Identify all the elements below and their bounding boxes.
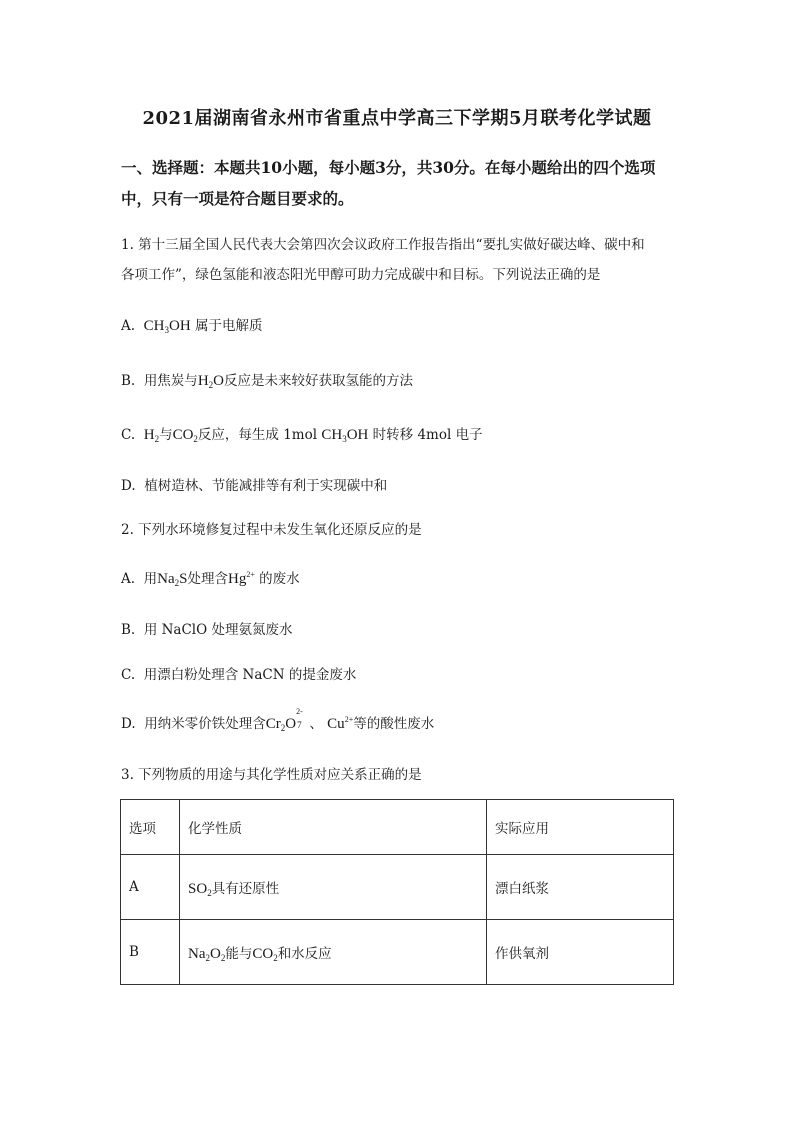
row-application: 漂白纸浆 bbox=[487, 855, 674, 920]
q1-option-a bbox=[121, 314, 262, 335]
q1-option-d: D. 植树造林、节能减排等有利于实现碳中和 bbox=[121, 478, 388, 494]
option-label: C. bbox=[121, 667, 136, 683]
header-property: 化学性质 bbox=[180, 800, 487, 855]
q2-option-b: B. 用 NaClO 处理氨氮废水 bbox=[121, 622, 293, 638]
row-application: 作供氧剂 bbox=[487, 920, 674, 985]
exam-title: 2021届湖南省永州市省重点中学高三下学期5月联考化学试题 bbox=[142, 108, 652, 129]
row-property: $Na_2O_2$能与$CO_2$和水反应 bbox=[180, 920, 487, 985]
option-label: B. bbox=[121, 622, 136, 638]
q2-option-c: C. 用漂白粉处理含 NaCN 的提金废水 bbox=[121, 667, 357, 683]
table-row bbox=[121, 920, 674, 985]
table-header-row bbox=[121, 800, 674, 855]
formula: $H_2O$ bbox=[197, 373, 224, 390]
q2-option-a: A. 用$Na_2S$处理含$Hg^{2+}$ 的废水 bbox=[121, 570, 300, 588]
option-label: A. bbox=[121, 571, 136, 587]
q1-stem-line1: 1. 第十三届全国人民代表大会第四次会议政府工作报告指出“要扎实做好碳达峰、碳中和 bbox=[121, 237, 645, 253]
option-label: A. bbox=[121, 318, 136, 334]
formula: $CH_3OH$ bbox=[143, 318, 191, 335]
option-label: C. bbox=[121, 427, 136, 443]
row-option: A bbox=[121, 855, 180, 920]
row-property: $SO_2$具有还原性 bbox=[180, 855, 487, 920]
row-option: B bbox=[121, 920, 180, 985]
q1-option-c: C. $H_2$与$CO_2$反应，每生成 1mol $CH_3OH$ 时转移 4mol 电子 bbox=[121, 427, 483, 444]
section-heading: 一、选择题：本题共10小题，每小题3分，共30分。在每小题给出的四个选项中，只有一项是符合题目要求的。 bbox=[121, 158, 656, 208]
option-label: B. bbox=[121, 373, 136, 389]
option-text: 属于电解质 bbox=[194, 318, 263, 334]
header-option: 选项 bbox=[121, 800, 180, 855]
q1-option-b: B. 用焦炭与$H_2O$反应是未来较好获取氢能的方法 bbox=[121, 373, 413, 390]
option-label: D. bbox=[121, 478, 136, 494]
option-label: D. bbox=[121, 716, 136, 732]
header-application: 实际应用 bbox=[487, 800, 674, 855]
table-row bbox=[121, 855, 674, 920]
q2-option-d: D. 用纳米零价铁处理含$Cr_2O$ 2- 7 、 $Cu^{2+}$等的酸性废水 bbox=[121, 707, 435, 733]
q3-table bbox=[120, 799, 674, 985]
q1-stem-line2: 各项工作”，绿色氢能和液态阳光甲醇可助力完成碳中和目标。下列说法正确的是 bbox=[121, 267, 601, 283]
q3-stem: 3. 下列物质的用途与其化学性质对应关系正确的是 bbox=[121, 767, 422, 783]
q2-stem: 2. 下列水环境修复过程中未发生氧化还原反应的是 bbox=[121, 522, 422, 538]
